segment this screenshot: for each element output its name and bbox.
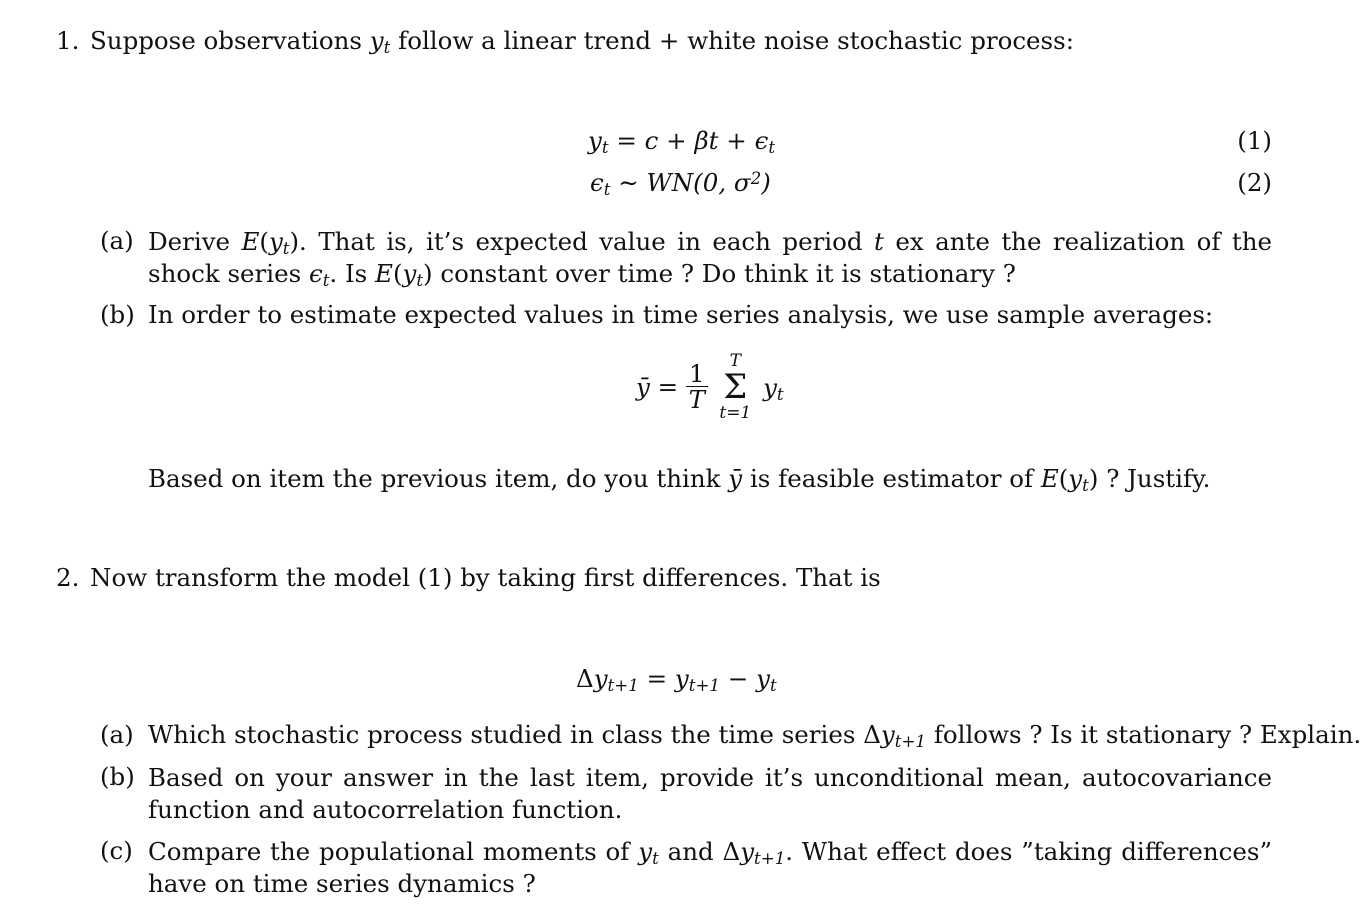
q1a-label: (a) [100, 226, 134, 255]
fraction-one-over-T: $\frac{1}{T}$ [686, 362, 708, 413]
equation-1: $y_t = c + \beta t + \epsilon_t$ [588, 126, 776, 158]
q1a-text: Derive $E(y_t)$. That is, it’s expected value in each period t ex ante the realization of the shock series $\epsilon_t$. Is $E(y_t)$ constant over time ? Do think it is stationary ? [148, 227, 1272, 291]
q1-intro-text: Suppose observations [90, 26, 362, 55]
q2c-label: (c) [100, 836, 133, 865]
equation-1-tag: (1) [1237, 126, 1272, 155]
q1b-followup: Based on item the previous item, do you think ȳ is feasible estimator of $E(y_t)$ ? Justify. [148, 464, 1211, 496]
first-difference-equation: $\Delta y_{t+1} = y_{t+1} - y_t$ [576, 664, 777, 696]
question-1-number: 1. [56, 26, 80, 55]
equation-2-tag: (2) [1237, 168, 1272, 197]
summation-symbol: T Σ t=1 [719, 351, 752, 423]
q2a-text: Which stochastic process studied in class the time series $\Delta y_{t+1}$ follows ? Is it stationary ? Explain. [148, 720, 1361, 752]
question-2-number: 2. [56, 563, 80, 592]
q1-intro-end: follow a linear trend + white noise stochastic process: [398, 26, 1074, 55]
q1b-text: In order to estimate expected values in time series analysis, we use sample averages: [148, 300, 1214, 329]
question-1-intro [90, 26, 1074, 58]
q1b-label: (b) [100, 300, 135, 329]
q2b-text: Based on your answer in the last item, provide it’s unconditional mean, autocovariance function and autocorrelation function. [148, 763, 1272, 824]
q1-intro-var: $y_t$ [369, 26, 391, 58]
q2a-label: (a) [100, 720, 134, 749]
equation-2: $\epsilon_t$ ∼ WN(0, $\sigma^2$) [590, 168, 771, 200]
q2c-text: Compare the populational moments of $y_t$ and $\Delta y_{t+1}$. What effect does ”taking differences” have on time series dynamics ? [148, 837, 1272, 898]
q2b-label: (b) [100, 762, 135, 791]
sample-average-formula: ȳ = $\frac{1}{T}$ T Σ t=1 $y_t$ [636, 351, 784, 423]
question-2-intro: Now transform the model (1) by taking first differences. That is [90, 563, 881, 592]
